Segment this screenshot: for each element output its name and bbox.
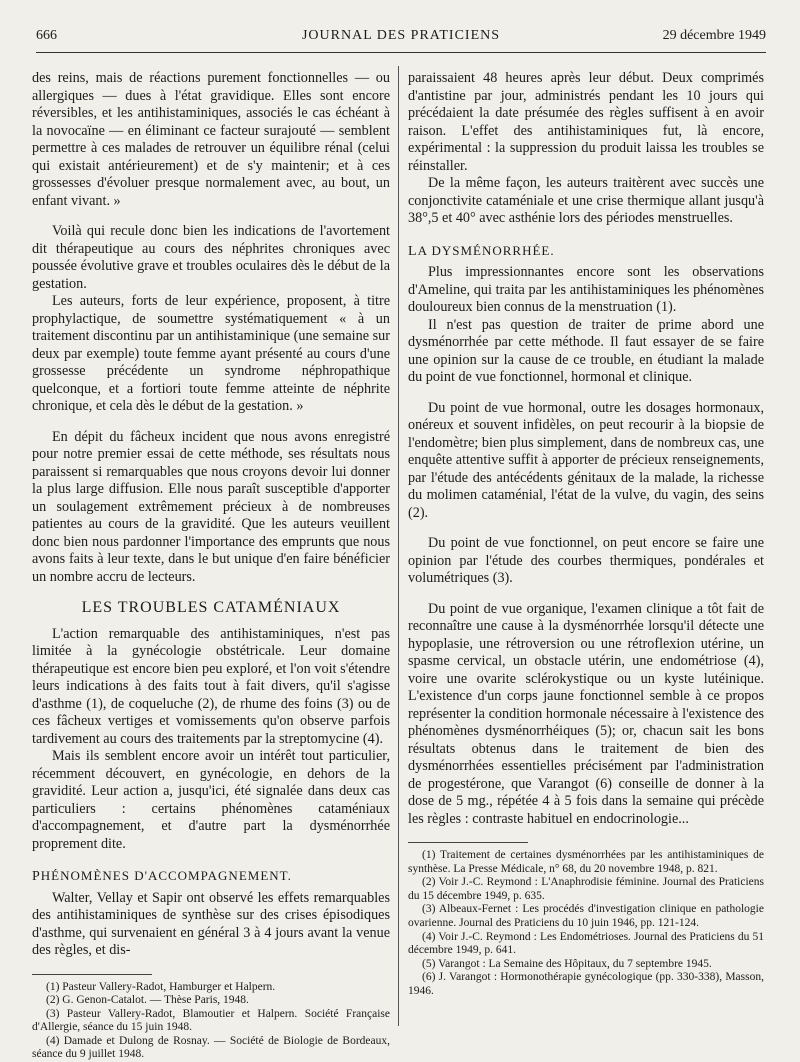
footnote: (4) Damade et Dulong de Rosnay. — Société de Biologie de Bordeaux, séance du 9 juillet 1948. (32, 1034, 390, 1061)
issue-date: 29 décembre 1949 (662, 28, 766, 43)
paragraph: Voilà qui recule donc bien les indications de l'avortement dit thérapeutique au cours des néphrites chroniques avec poussée évolutive grave et troubles oculaires dès le début de la gestation. (32, 223, 390, 292)
page-header (36, 28, 766, 50)
footnote: (1) Pasteur Vallery-Radot, Hamburger et Halpern. (46, 980, 276, 993)
footnote: (2) G. Genon-Catalot. — Thèse Paris, 1948. (46, 994, 249, 1007)
paragraph: paraissaient 48 heures après leur début. Deux comprimés d'antistine par jour, administrés pendant les 10 jours qui précédaient la date présumée des règles suffisent à en avoir raison. L'effet des antihistaminiques fut, là encore, expérimental : la suppression du produit laissa les troubles se réinstaller. (408, 70, 764, 174)
journal-title: JOURNAL DES PRATICIENS (301, 28, 501, 43)
paragraph: Du point de vue hormonal, outre les dosages hormonaux, onéreux et souvent infidèles, on peut recourir à la biopsie de l'endomètre; bien plus simplement, dans de nombreux cas, une enquête attentive suffit à apporter de précieux renseignements, par l'étude des antécédents génitaux de la malade, la richesse du molimen cataménial, l'état de la vulve, du vagin, des seins (2). (408, 399, 764, 521)
column-divider (398, 66, 399, 1026)
paragraph: Du point de vue fonctionnel, on peut encore se faire une opinion par l'étude des courbes thermiques, pondérales et volumétriques (3). (408, 535, 764, 586)
footnote: (3) Pasteur Vallery-Radot, Blamoutier et Halpern. Société Française d'Allergie, séance du 15 juin 1948. (32, 1007, 390, 1034)
page-number: 666 (36, 28, 57, 43)
paragraph: Il n'est pas question de traiter de prime abord une dysménorrhée par cette méthode. Il faut essayer de se faire une opinion sur la cause de ce trouble, en étudiant la malade du point de vue fonctionnel, hormonal et clinique. (408, 316, 764, 385)
footnote-rule (408, 842, 528, 843)
paragraph: Les auteurs, forts de leur expérience, proposent, à titre prophylactique, de soumettre systématiquement « à un traitement discontinu par un antihistaminique (une semaine sur deux par exemple) toute femme ayant présenté au cours d'une grossesse précédente un syndrome néphropathique quelconque, et a fortiori toute femme atteinte de néphrite chronique, et cela dès le début de la gestation. » (32, 293, 390, 414)
paragraph: En dépit du fâcheux incident que nous avons enregistré pour notre premier essai de cette méthode, ses résultats nous paraissent si remarquables que nous croyons devoir lui donner la plus large diffusion. Elle nous paraît susceptible d'apporter un soulagement extrêmement précieux à de nombreuses patientes au cours de la gravidité. Que les auteurs veuillent donc bien nous pardonner l'importance des emprunts que nous avons faits à leur texte, dans le but unique d'en faire bénéficier un nombre accru de lecteurs. (32, 428, 390, 585)
paragraph: Walter, Vellay et Sapir ont observé les effets remarquables des antihistaminiques de synthèse sur des crises épisodiques d'asthme, qui survenaient en général 3 à 4 jours avant la venue des règles, et dis- (32, 889, 390, 958)
section-title: LES TROUBLES CATAMÉNIAUX (81, 599, 341, 616)
left-column (32, 70, 390, 1062)
subsection-title: PHÉNOMÈNES D'ACCOMPAGNEMENT. (32, 868, 292, 884)
footnote: (6) J. Varangot : Hormonothérapie gynécologique (pp. 330-338), Masson, 1946. (408, 971, 764, 997)
footnote: (5) Varangot : La Semaine des Hôpitaux, du 7 septembre 1945. (422, 957, 712, 970)
paragraph: des reins, mais de réactions purement fonctionnelles — ou allergiques — dues à l'état gravidique. Elles sont encore réversibles, et les antihistaminiques, associés le cas échéant à la novocaïne — en éliminant ce facteur surajouté — semblent permettre à ces malades de retrouver un équilibre rénal (celui qui existait antérieurement) et de s'y maintenir; et à ces grossesses d'évoluer presque normalement avec, au bout, un enfant vivant. » (32, 70, 390, 209)
paragraph: Mais ils semblent encore avoir un intérêt tout particulier, récemment découvert, en gynécologie, en dehors de la gravidité. Leur action a, jusqu'ici, été signalée dans deux cas particuliers : certains phénomènes cataméniaux d'accompagnement, et d'autre part la dysménorrhée proprement dite. (32, 748, 390, 852)
footnote: (1) Traitement de certaines dysménorrhées par les antihistaminiques de synthèse. La Presse Médicale, n° 68, du 20 novembre 1948, p. 821. (408, 849, 764, 875)
footnote-rule (32, 974, 152, 975)
footnotes (408, 849, 764, 999)
right-column (408, 70, 764, 999)
footnote: (4) Voir J.-C. Reymond : Les Endométrioses. Journal des Praticiens du 51 décembre 1949, p. 641. (408, 930, 764, 957)
paragraph: Plus impressionnantes encore sont les observations d'Ameline, qui traita par les antihistaminiques les phénomènes douloureux bien connus de la menstruation (1). (408, 264, 764, 315)
paragraph: Du point de vue organique, l'examen clinique a tôt fait de reconnaître une cause à la dysménorrhée lorsqu'il détecte une hypoplasie, une rétroversion ou une rétroflexion utérine, un spasme cervical, un obstacle utérin, une endométriose (4), voire une ovarite sclérokystique ou un kyste lutéinique. L'existence d'un corps jaune fonctionnel semble à ce propos représenter la condition hormonale nécessaire à l'existence des phénomènes dysménorrhéiques (5); or, chacun sait les bons résultats obtenus dans le traitement de bien des dysménorrhées essentielles précisément par l'administration de progestérone, que Varangot (6) conseille de donner à la dose de 5 mg., répétée 4 à 5 fois dans la semaine qui précède les règles : contraste habituel en endocrinologie... (408, 600, 764, 827)
footnote: (2) Voir J.-C. Reymond : L'Anaphrodisie féminine. Journal des Praticiens du 15 décembre 1949, p. 635. (408, 876, 764, 902)
subsection-title: LA DYSMÉNORRHÉE. (408, 242, 555, 259)
footnotes (32, 981, 390, 1062)
paragraph: L'action remarquable des antihistaminiques, n'est pas limitée à la gynécologie obstétricale. Leur domaine thérapeutique est encore bien peu exploré, et l'on voit s'étendre leurs indications à des faits tout à fait divers, qu'il s'agisse d'asthme (1), de coqueluche (2), de rhume des foins (3) ou de ces fâcheux vertiges et vomissements qu'on observe parfois tardivement au cours des traitements par la streptomycine (4). (32, 625, 390, 747)
paragraph: De la même façon, les auteurs traitèrent avec succès une conjonctivite cataméniale et une crise thermique allant jusqu'à 38°,5 et 40° avec asthénie lors des périodes menstruelles. (408, 175, 764, 226)
footnote: (3) Albeaux-Fernet : Les procédés d'investigation clinique en pathologie ovarienne. Journal des Praticiens du 10 juin 1946, pp. 121-124. (408, 903, 764, 929)
header-rule (36, 52, 766, 53)
